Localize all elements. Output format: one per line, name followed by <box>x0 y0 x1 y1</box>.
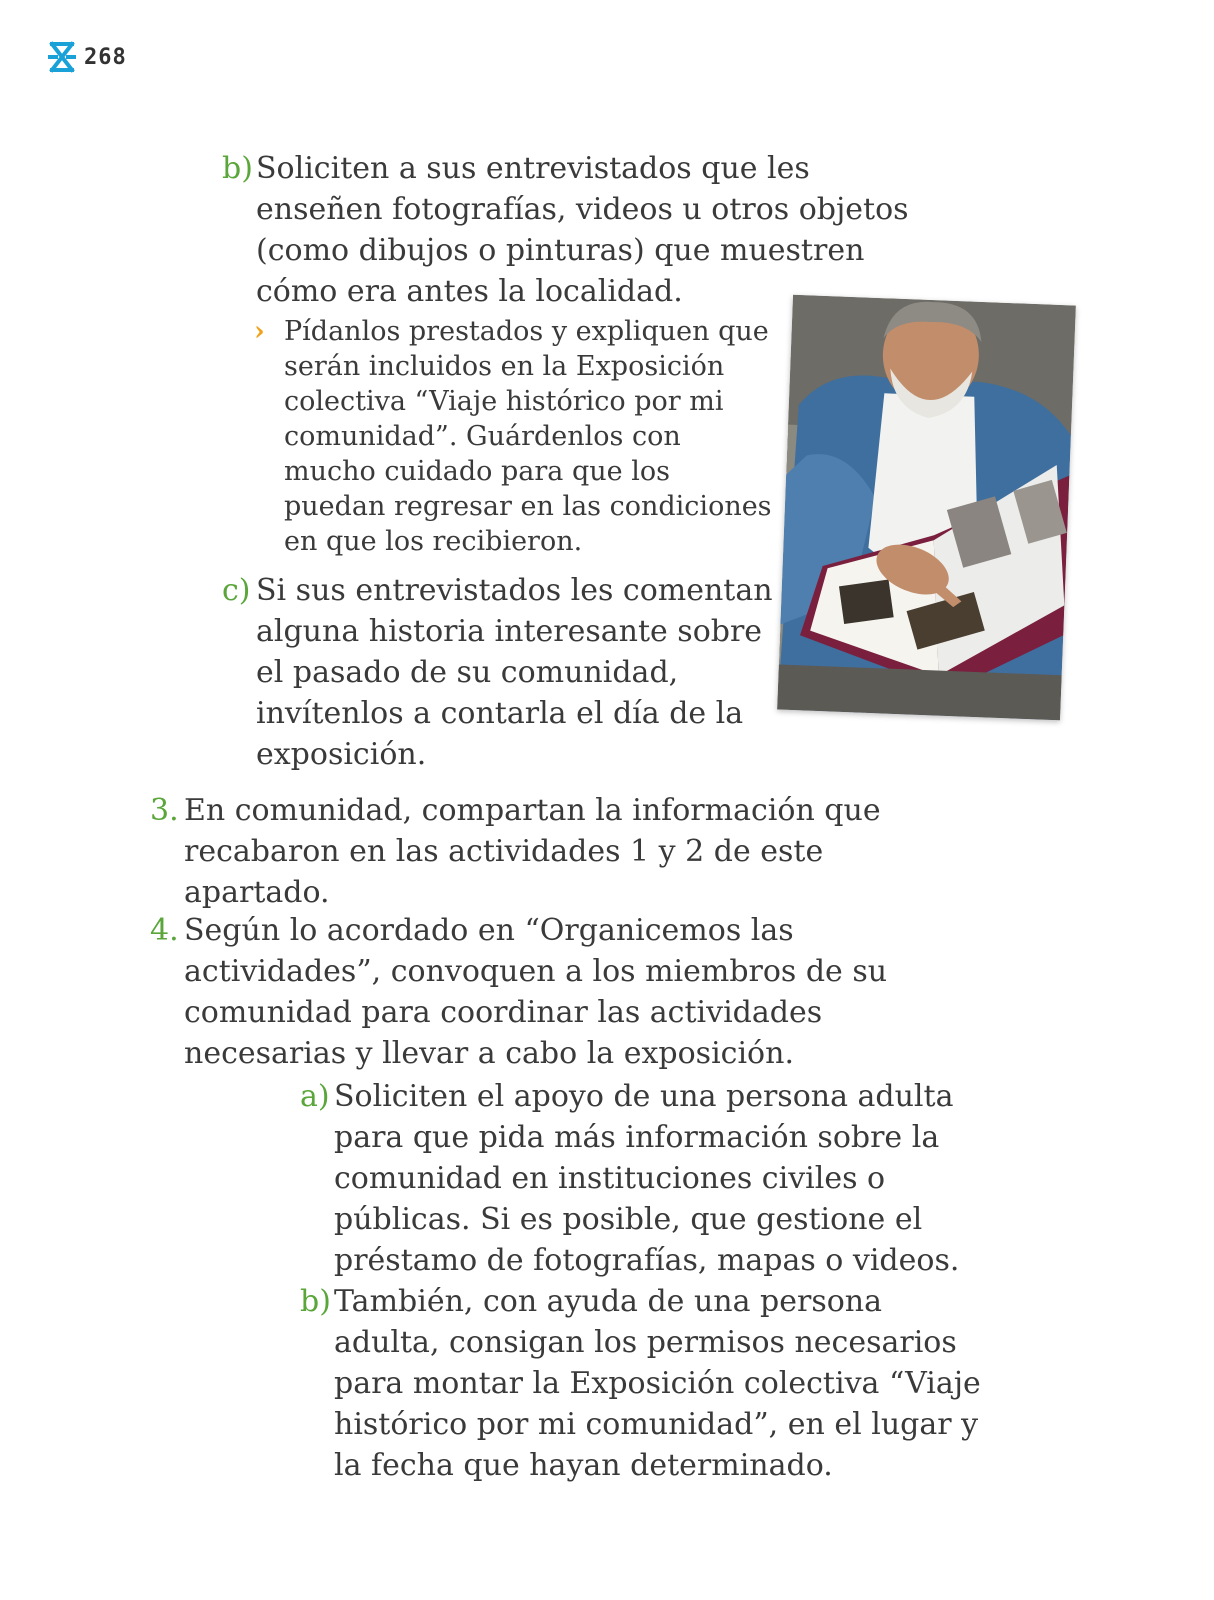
list-item-text: Soliciten el apoyo de una persona adulta para que pida más información sobre la comunidad en instituciones civiles o públicas. Si es posible, que gestione el préstamo de fotografías, mapas o videos. <box>334 1079 960 1278</box>
list-item-text: Si sus entrevistados les comentan alguna historia interesante sobre el pasado de su comunidad, invítenlos a contarla el día de la exposición. <box>256 573 773 772</box>
chevron-bullet-icon: › <box>254 316 265 347</box>
list-item-b <box>222 148 942 312</box>
sub-bullet-text: Pídanlos prestados y expliquen que serán incluidos en la Exposición colectiva “Viaje histórico por mi comunidad”. Guárdenlos con mucho cuidado para que los puedan regresar en las condiciones en que los recibieron. <box>284 316 772 557</box>
list-marker: c) <box>222 573 251 608</box>
list-marker: a) <box>300 1079 330 1114</box>
list-item-c <box>222 570 782 775</box>
list-item-text: También, con ayuda de una persona adulta, consigan los permisos necesarios para montar la Exposición colectiva “Viaje histórico por mi comunidad”, en el lugar y la fecha que hayan determinado. <box>334 1284 981 1483</box>
page-header <box>48 40 127 74</box>
page-number: 268 <box>84 44 127 70</box>
list-item-a <box>300 1076 980 1281</box>
list-item-b-2 <box>300 1281 990 1486</box>
list-item-text: Soliciten a sus entrevistados que les enseñen fotografías, videos u otros objetos (como dibujos o pinturas) que muestren cómo era antes la localidad. <box>256 151 909 309</box>
sub-bullet-item <box>254 314 774 559</box>
list-number: 3. <box>150 793 179 828</box>
man-looking-at-photo-album-illustration <box>777 295 1076 721</box>
numbered-item-text: Según lo acordado en “Organicemos las actividades”, convoquen a los miembros de su comunidad para coordinar las actividades necesarias y llevar a cabo la exposición. <box>184 913 888 1071</box>
list-marker: b) <box>300 1284 331 1319</box>
list-marker: b) <box>222 151 253 186</box>
list-number: 4. <box>150 913 179 948</box>
numbered-item-text: En comunidad, compartan la información que recabaron en las actividades 1 y 2 de este apartado. <box>184 793 881 910</box>
knot-pattern-icon <box>48 40 76 74</box>
numbered-item-4 <box>150 910 890 1074</box>
numbered-item-3 <box>150 790 970 913</box>
